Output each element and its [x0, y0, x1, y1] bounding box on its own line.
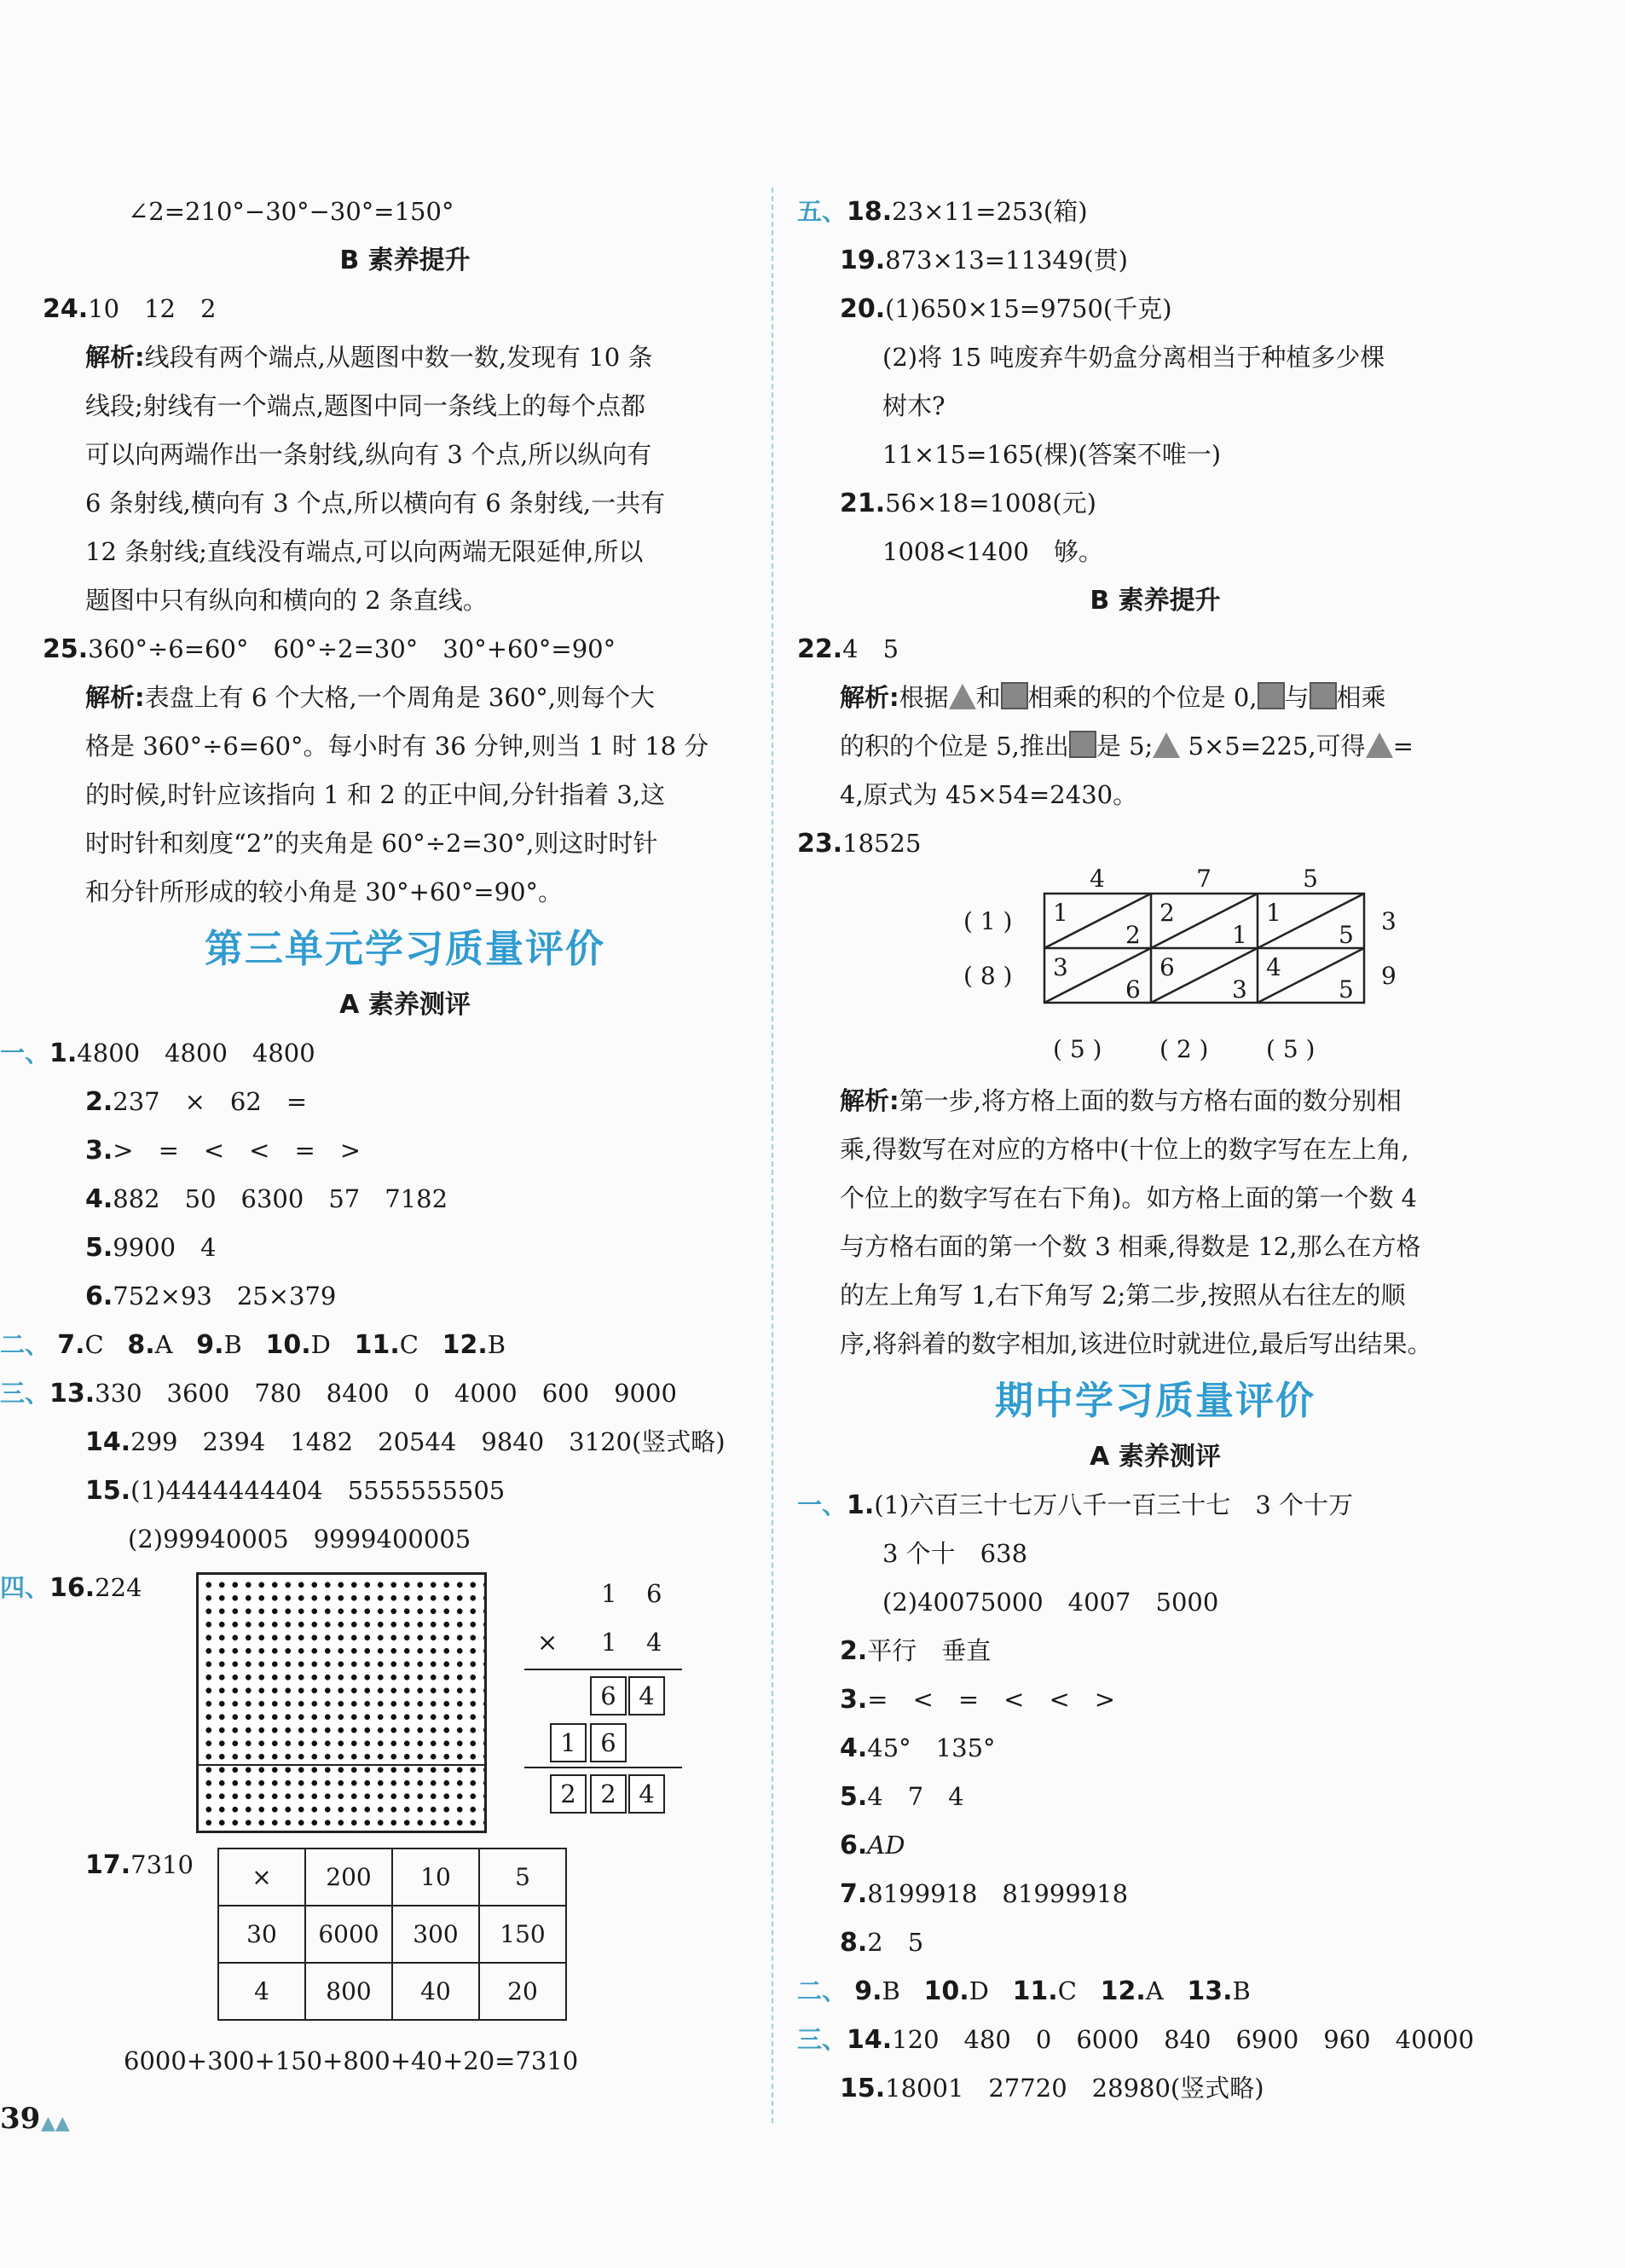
answer: 2 5 — [867, 1928, 924, 1957]
rule-line — [524, 1767, 682, 1768]
explanation-line: 的时候,时针应该指向 1 和 2 的正中间,分针指着 3,这 — [85, 780, 666, 809]
answer: B — [223, 1330, 242, 1359]
square-icon — [1001, 682, 1028, 709]
table-cell: 300 — [392, 1906, 479, 1963]
question-number: 18. — [847, 197, 893, 227]
table-row — [218, 1906, 566, 1963]
question-number: 15. — [840, 2074, 886, 2103]
question-number: 20. — [840, 294, 886, 324]
triangle-icon — [1153, 732, 1180, 758]
table-cell: 800 — [305, 1963, 392, 2020]
digit-box: 4 — [628, 1774, 665, 1814]
table-cell: 5 — [479, 1849, 566, 1906]
question-16-label — [0, 1564, 142, 1612]
cell-ones: 1 — [1232, 921, 1247, 949]
question-number: 6. — [85, 1282, 113, 1311]
answer: B — [882, 1976, 900, 2005]
question-number: 24. — [43, 294, 89, 324]
question-3 — [43, 1126, 767, 1175]
question-21-line: 1008<1400 够。 — [882, 537, 1103, 566]
question-13 — [0, 1369, 767, 1418]
question-number: 6. — [840, 1831, 868, 1860]
question-number: 8. — [127, 1330, 155, 1360]
question-number: 4. — [85, 1184, 113, 1214]
cell-tens: 2 — [1159, 899, 1175, 927]
explanation-22 — [797, 674, 1513, 819]
question-number: 17. — [85, 1850, 131, 1880]
explanation-24 — [43, 333, 767, 625]
explanation-line: 格是 360°÷6=60°。每小时有 36 分钟,则当 1 时 18 分 — [85, 732, 709, 761]
answer: 23×11=253(箱) — [892, 197, 1088, 226]
answer: C — [84, 1330, 104, 1359]
column-divider — [772, 188, 773, 2123]
question-8 — [797, 1918, 1513, 1967]
answer: C — [1057, 1976, 1077, 2005]
table-cell: 10 — [392, 1849, 479, 1906]
question-20-line: (2)将 15 吨废弃牛奶盒分离相当于种植多少棵 — [882, 343, 1385, 372]
section-number: 一、 — [797, 1490, 847, 1519]
question-number: 14. — [85, 1427, 131, 1457]
question-20-line: 11×15=165(棵)(答案不唯一) — [882, 440, 1222, 469]
question-1-line: 3 个十 638 — [882, 1539, 1028, 1568]
question-7 — [797, 1870, 1513, 1918]
triangle-icon — [949, 684, 976, 709]
digit: 1 — [601, 1628, 617, 1657]
question-number: 21. — [840, 489, 886, 518]
answer: 56×18=1008(元) — [885, 489, 1096, 518]
digit-box: 6 — [590, 1723, 627, 1762]
text: 根据 — [899, 683, 949, 712]
choice-answers — [797, 1967, 1513, 2016]
question-19 — [797, 236, 1513, 285]
question-number: 11. — [1012, 1976, 1058, 2006]
explanation-label: 解析: — [85, 683, 145, 712]
top-digit: 7 — [1196, 868, 1212, 893]
explanation-line: 12 条射线;直线没有端点,可以向两端无限延伸,所以 — [85, 537, 644, 566]
square-icon — [1258, 682, 1285, 709]
top-digit: 5 — [1303, 868, 1318, 893]
digit: 6 — [646, 1579, 662, 1608]
answer: A — [154, 1330, 173, 1359]
answer: 10 12 2 — [88, 294, 217, 323]
carry-digit: ( 1 ) — [963, 907, 1013, 935]
question-20 — [797, 285, 1513, 333]
question-3 — [797, 1675, 1513, 1724]
question-1 — [797, 1481, 1513, 1530]
right-column — [797, 188, 1513, 2113]
digit: 1 — [601, 1579, 617, 1608]
cell-tens: 1 — [1053, 899, 1068, 927]
question-number: 1. — [847, 1490, 875, 1520]
explanation-line: 乘,得数写在对应的方格中(十位上的数字写在左上角, — [840, 1135, 1409, 1164]
explanation-line: 4,原式为 45×54=2430。 — [840, 780, 1138, 809]
explanation-line: 题图中只有纵向和横向的 2 条直线。 — [85, 586, 488, 615]
explanation-line: 个位上的数字写在右下角)。如方格上面的第一个数 4 — [840, 1183, 1417, 1212]
table-row — [218, 1849, 566, 1906]
table-cell: 30 — [218, 1906, 305, 1963]
answer: D — [310, 1330, 331, 1359]
question-20-line: 树木? — [882, 391, 946, 420]
question-15 — [797, 2064, 1513, 2113]
explanation-line: 线段;射线有一个端点,题图中同一条线上的每个点都 — [85, 391, 645, 420]
explanation-25 — [43, 674, 767, 917]
question-2 — [43, 1078, 767, 1126]
digit-box: 2 — [590, 1774, 627, 1814]
section-number: 一、 — [0, 1039, 50, 1067]
left-column — [0, 188, 767, 2086]
dot-grid-separator — [199, 1764, 484, 1766]
question-6 — [797, 1821, 1513, 1870]
question-number: 5. — [85, 1233, 113, 1263]
question-1 — [0, 1029, 767, 1078]
question-16 — [0, 1564, 767, 1837]
right-digit: 9 — [1381, 962, 1397, 990]
answer: 4800 4800 4800 — [77, 1039, 315, 1067]
text: 与 — [1284, 683, 1310, 712]
digit: 4 — [646, 1628, 662, 1657]
answer: = < = < < > — [867, 1685, 1116, 1714]
question-number: 2. — [840, 1636, 868, 1666]
table-cell: 40 — [392, 1963, 479, 2020]
question-2 — [797, 1627, 1513, 1675]
question-number: 23. — [797, 829, 843, 859]
multiplication-table — [217, 1848, 567, 2021]
question-number: 13. — [49, 1379, 95, 1409]
explanation-23 — [797, 1077, 1513, 1368]
answer: 882 50 6300 57 7182 — [113, 1184, 448, 1213]
cell-ones: 5 — [1339, 975, 1354, 1004]
question-5 — [797, 1773, 1513, 1821]
section-number: 三、 — [797, 2025, 847, 2054]
question-15-part2: (2)99940005 9999400005 — [128, 1525, 471, 1553]
question-23 — [797, 819, 1513, 868]
explanation-line: 与方格右面的第一个数 3 相乘,得数是 12,那么在方格 — [840, 1232, 1421, 1261]
answer: AD — [867, 1831, 905, 1860]
cell-ones: 5 — [1339, 921, 1354, 949]
lattice-grid — [797, 868, 1513, 1077]
text: 是 5; — [1096, 732, 1154, 761]
cell-ones: 3 — [1232, 975, 1247, 1004]
answer: (1)650×15=9750(千克) — [885, 294, 1172, 323]
explanation-label: 解析: — [85, 343, 145, 372]
question-number: 14. — [847, 2025, 893, 2055]
result-digit: ( 2 ) — [1159, 1035, 1209, 1063]
question-6 — [43, 1272, 767, 1321]
question-number: 5. — [840, 1782, 868, 1812]
rule-line — [524, 1669, 682, 1670]
answer: (1)4444444404 5555555505 — [130, 1476, 506, 1505]
answer: 330 3600 780 8400 0 4000 600 9000 — [95, 1379, 677, 1408]
section-title-b: B 素养提升 — [339, 246, 471, 275]
table-cell: 20 — [479, 1963, 566, 2020]
answer: 8199918 81999918 — [867, 1879, 1129, 1908]
question-number: 13. — [1187, 1976, 1233, 2006]
answer: 4 5 — [842, 634, 899, 663]
question-number: 10. — [923, 1976, 969, 2006]
angle-result: ∠2=210°−30°−30°=150° — [128, 197, 454, 226]
answer: 360°÷6=60° 60°÷2=30° 30°+60°=90° — [88, 634, 616, 663]
table-cell: 6000 — [305, 1906, 392, 1963]
question-17-sum: 6000+300+150+800+40+20=7310 — [124, 2046, 579, 2075]
text: 相乘 — [1336, 683, 1386, 712]
digit-box: 1 — [550, 1723, 587, 1762]
table-cell: 150 — [479, 1906, 566, 1963]
explanation-line: 第一步,将方格上面的数与方格右面的数分别相 — [899, 1086, 1402, 1115]
digit-box: 6 — [590, 1676, 627, 1715]
table-cell: 4 — [218, 1963, 305, 2020]
explanation-line: 线段有两个端点,从题图中数一数,发现有 10 条 — [144, 343, 653, 372]
answer: D — [969, 1976, 989, 2005]
question-number: 2. — [85, 1087, 113, 1117]
question-17-label — [43, 1841, 194, 1889]
question-18 — [797, 188, 1513, 236]
table-row — [218, 1963, 566, 2020]
question-22 — [797, 625, 1513, 674]
answer: (1)六百三十七万八千一百三十七 3 个十万 — [874, 1490, 1354, 1519]
square-icon — [1310, 682, 1337, 709]
section-number: 二、 — [797, 1976, 847, 2005]
digit-box: 4 — [628, 1676, 665, 1715]
answer: > = < < = > — [113, 1136, 361, 1165]
answer: B — [1232, 1976, 1251, 2005]
answer: B — [487, 1330, 506, 1359]
explanation-line: 可以向两端作出一条射线,纵向有 3 个点,所以纵向有 — [85, 440, 652, 469]
question-number: 19. — [840, 246, 886, 275]
answer: 873×13=11349(贯) — [885, 246, 1128, 275]
answer: 4 7 4 — [867, 1782, 964, 1811]
section-number: 三、 — [0, 1379, 50, 1408]
section-title-a: A 素养测评 — [339, 990, 471, 1020]
explanation-line: 和分针所形成的较小角是 30°+60°=90°。 — [85, 877, 564, 906]
question-number: 22. — [797, 634, 843, 664]
cell-ones: 6 — [1125, 975, 1141, 1004]
triangle-icon — [1366, 732, 1393, 758]
unit-title: 期中学习质量评价 — [994, 1378, 1316, 1423]
explanation-line: 时时针和刻度“2”的夹角是 60°÷2=30°,则这时时针 — [85, 829, 658, 858]
page-number: 39 — [0, 2102, 41, 2136]
question-number: 9. — [196, 1330, 224, 1360]
section-number: 五、 — [797, 197, 847, 226]
answer: 9900 4 — [113, 1233, 217, 1262]
answer: C — [399, 1330, 419, 1359]
unit-title: 第三单元学习质量评价 — [204, 926, 605, 971]
answer: 237 × 62 = — [113, 1087, 308, 1116]
question-21 — [797, 479, 1513, 528]
question-17 — [43, 1841, 767, 2037]
multiply-sign: × — [537, 1628, 558, 1657]
explanation-line: 6 条射线,横向有 3 个点,所以横向有 6 条射线,一共有 — [85, 489, 666, 518]
result-digit: ( 5 ) — [1053, 1035, 1102, 1063]
answer: 224 — [95, 1573, 142, 1602]
section-title-b: B 素养提升 — [1090, 586, 1221, 616]
explanation-line: 序,将斜着的数字相加,该进位时就进位,最后写出结果。 — [840, 1329, 1432, 1358]
answer: 平行 垂直 — [867, 1636, 992, 1665]
section-number: 四、 — [0, 1573, 50, 1602]
question-number: 4. — [840, 1733, 868, 1763]
cell-tens: 4 — [1266, 953, 1281, 981]
question-number: 8. — [840, 1928, 868, 1958]
explanation-label: 解析: — [840, 683, 899, 712]
text: = — [1392, 732, 1414, 761]
explanation-line: 表盘上有 6 个大格,一个周角是 360°,则每个大 — [144, 683, 656, 712]
result-digit: ( 5 ) — [1266, 1035, 1316, 1063]
page-ornament-icon: ▲▲ — [41, 2113, 70, 2134]
question-number: 11. — [354, 1330, 400, 1360]
question-25 — [43, 625, 767, 674]
question-4 — [43, 1175, 767, 1224]
digit-box: 2 — [550, 1774, 587, 1814]
answer: 120 480 0 6000 840 6900 960 40000 — [892, 2025, 1474, 2054]
question-4 — [797, 1724, 1513, 1773]
question-number: 3. — [85, 1136, 113, 1166]
answer: A — [1145, 1976, 1164, 2005]
question-number: 10. — [265, 1330, 311, 1360]
answer: 18525 — [842, 829, 922, 858]
choice-answers — [0, 1321, 767, 1369]
question-number: 7. — [57, 1330, 85, 1360]
lattice-diagram — [797, 868, 1513, 1077]
explanation-label: 解析: — [840, 1086, 899, 1115]
cell-tens: 3 — [1053, 953, 1068, 981]
dot-grid-diagram — [196, 1572, 487, 1833]
cell-tens: 1 — [1266, 899, 1281, 927]
explanation-line: 的左上角写 1,右下角写 2;第二步,按照从右往左的顺 — [840, 1281, 1406, 1310]
answer: 45° 135° — [867, 1733, 996, 1762]
question-15 — [43, 1467, 767, 1515]
question-number: 15. — [85, 1476, 131, 1506]
cell-ones: 2 — [1125, 921, 1141, 949]
question-number: 12. — [442, 1330, 488, 1360]
question-24 — [43, 285, 767, 333]
section-title-a: A 素养测评 — [1090, 1442, 1221, 1472]
question-14 — [43, 1418, 767, 1467]
question-5 — [43, 1224, 767, 1272]
text: 5×5=225,可得 — [1180, 732, 1366, 761]
question-number: 7. — [840, 1879, 868, 1909]
question-number: 1. — [49, 1039, 78, 1068]
question-number: 3. — [840, 1685, 868, 1715]
question-number: 12. — [1100, 1976, 1146, 2006]
answer: 299 2394 1482 20544 9840 3120(竖式略) — [130, 1427, 726, 1456]
table-cell: 200 — [305, 1849, 392, 1906]
text: 和 — [975, 683, 1001, 712]
section-number: 二、 — [0, 1330, 50, 1359]
question-number: 25. — [43, 634, 89, 664]
table-cell: × — [218, 1849, 305, 1906]
question-number: 16. — [49, 1573, 95, 1603]
answer: 18001 27720 28980(竖式略) — [885, 2074, 1264, 2103]
question-1-line: (2)40075000 4007 5000 — [882, 1588, 1219, 1617]
square-icon — [1069, 731, 1096, 758]
right-digit: 3 — [1381, 907, 1397, 935]
top-digit: 4 — [1090, 868, 1105, 893]
text: 的积的个位是 5,推出 — [840, 732, 1069, 761]
question-14 — [797, 2016, 1513, 2064]
carry-digit: ( 8 ) — [963, 962, 1013, 990]
text: 相乘的积的个位是 0, — [1027, 683, 1258, 712]
cell-tens: 6 — [1159, 953, 1175, 981]
answer: 7310 — [130, 1850, 194, 1879]
question-number: 9. — [854, 1976, 882, 2006]
answer: 752×93 25×379 — [113, 1282, 337, 1310]
